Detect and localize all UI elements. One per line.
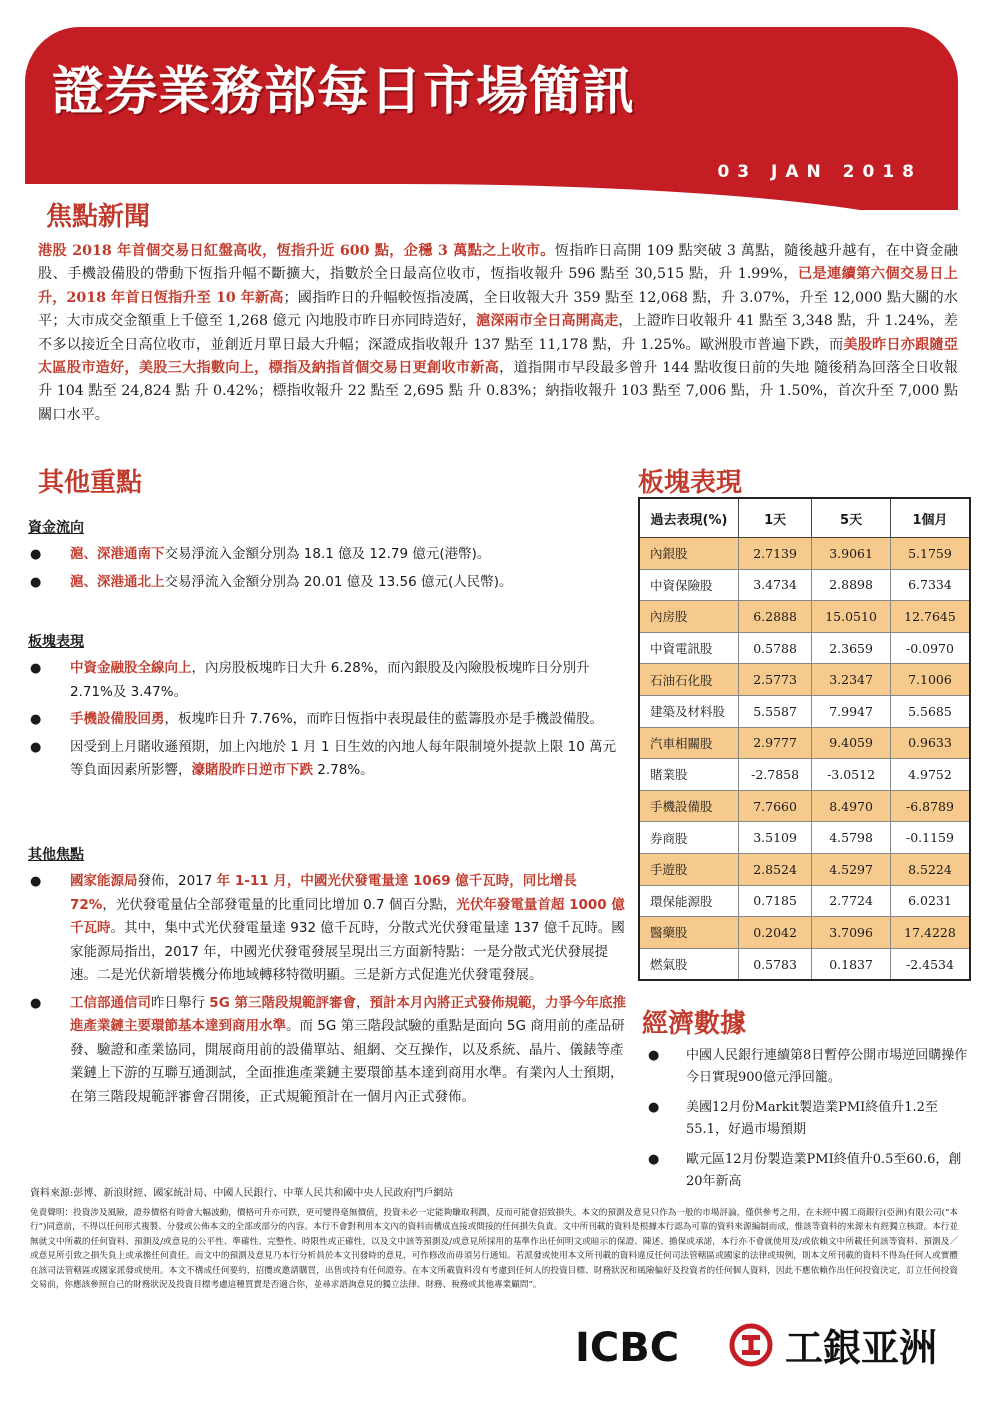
- bullet-icon: ●: [648, 1100, 660, 1115]
- value-cell: 2.8524: [739, 853, 812, 885]
- highlight-text: 已是連續第六個交易日上升，2018 年首日恆指升至 10 年新高: [38, 266, 958, 306]
- highlight-text: 光伏年發電量首超 1000 億千瓦時: [70, 896, 625, 936]
- value-cell: 8.4970: [812, 790, 891, 822]
- list-item: [648, 1045, 968, 1089]
- bullet-icon: ●: [30, 661, 42, 676]
- value-cell: 5.5685: [890, 695, 970, 727]
- value-cell: 15.0510: [812, 601, 891, 633]
- bullet-icon: ●: [30, 995, 42, 1011]
- list-item: [28, 992, 626, 1110]
- body-text: ，: [355, 994, 370, 1011]
- value-cell: 6.2888: [739, 601, 812, 633]
- focus-news-heading: 焦點新聞: [46, 202, 151, 232]
- icbc-logo: [575, 1320, 960, 1370]
- value-cell: 2.7139: [739, 538, 812, 570]
- value-cell: 3.4734: [739, 569, 812, 601]
- value-cell: 3.7096: [812, 917, 891, 949]
- col-header-period: 過去表現(%): [639, 498, 739, 538]
- highlight-text: 滬、深港通南下: [70, 546, 165, 562]
- value-cell: 17.4228: [890, 917, 970, 949]
- value-cell: 4.5297: [812, 853, 891, 885]
- highlight-text: 港股 2018 年首個交易日紅盤高收，恆指升近 600 點，企穩 3 萬點之上收市。: [38, 243, 555, 259]
- other-focus-list: [28, 870, 626, 1113]
- body-text: 因受到上月賭收遜預期，加上內地於 1 月 1 日生效的內地人每年限制境外提款上限 10 萬元等負面因素所影響，: [70, 738, 617, 778]
- list-item: [28, 708, 626, 732]
- sector-name-cell: 汽車相關股: [639, 727, 739, 759]
- value-cell: -0.1159: [890, 822, 970, 854]
- page-title: 證券業務部每日市場簡訊: [52, 62, 636, 122]
- value-cell: 6.7334: [890, 569, 970, 601]
- body-text: ；國指昨日的升幅較恆指凌厲，全日收報大升 359 點至 12,068 點，升 3.07%，升至 12,000 點大關的水平；大市成交金額重上千億至 1,268 億元 內地股市昨日亦同時造好，: [38, 289, 958, 330]
- value-cell: 5.1759: [890, 538, 970, 570]
- highlight-text: 預計本月內將正式發佈規範，力爭今年底推進產業鏈主要環節基本達到商用水準: [70, 994, 626, 1034]
- value-cell: 8.5224: [890, 853, 970, 885]
- economic-item-text: 美國12月份Markit製造業PMI終值升1.2至55.1，好過市場預期: [686, 1100, 938, 1137]
- value-cell: -2.4534: [890, 948, 970, 980]
- body-text: 2.78%。: [313, 762, 374, 778]
- sector-name-cell: 賭業股: [639, 759, 739, 791]
- value-cell: 3.5109: [739, 822, 812, 854]
- table-row: [639, 822, 970, 854]
- body-text: ，光伏發電量佔全部發電量的比重同比增加 0.7 個百分點，: [102, 896, 457, 913]
- col-header-1m: 1個月: [890, 498, 970, 538]
- highlight-text: 5G 第三階段規範評審會: [209, 994, 356, 1011]
- col-header-5d: 5天: [812, 498, 891, 538]
- highlight-text: 滬、深港通北上: [70, 573, 165, 590]
- body-text: 交易淨流入金額分別為 18.1 億及 12.79 億元(港幣)。: [164, 546, 491, 562]
- sector-name-cell: 石油石化股: [639, 664, 739, 696]
- value-cell: 0.5788: [739, 632, 812, 664]
- sector-name-cell: 手機設備股: [639, 790, 739, 822]
- fund-flow-list: [28, 543, 628, 598]
- value-cell: 4.5798: [812, 822, 891, 854]
- table-row: [639, 538, 970, 570]
- report-date: 03 JAN 2018: [717, 162, 922, 182]
- body-text: 。而 5G 第三階段試驗的重點是面向 5G 商用前的產品研發、驗證和產業協同，開展商用前的設備單站、組網、交互操作，以及系統、晶片、儀錶等產業鏈上下游的互聯互通測試，全面推進產業鏈主要環節基本達到商用水準。有業內人士預期，在第三階段規範評審會召開後，正式規範預計在一個月內正式發佈。: [70, 1018, 625, 1105]
- fund-flow-heading: 資金流向: [28, 520, 84, 536]
- list-item: [28, 736, 626, 783]
- highlight-text: 工信部通信司: [70, 994, 151, 1011]
- sector-name-cell: 燃氣股: [639, 948, 739, 980]
- highlight-text: 美股昨日亦跟隨亞太區股市造好，美股三大指數向上，標指及納指首個交易日更創收市新高: [38, 336, 958, 377]
- value-cell: 0.2042: [739, 917, 812, 949]
- sector-name-cell: 中資保險股: [639, 569, 739, 601]
- value-cell: 5.5587: [739, 695, 812, 727]
- sector-performance-table: [638, 497, 971, 981]
- data-source: 資料來源:彭博、新浪財經、國家統計局、中國人民銀行、中華人民共和國中央人民政府門戶網站: [30, 1188, 454, 1199]
- icbc-emblem-icon: [732, 1326, 770, 1364]
- body-text: 。其中，集中式光伏發電量達 932 億千瓦時，分散式光伏發電量達 137 億千瓦時。國家能源局指出，2017 年，中國光伏發電發展呈現出三方面新特點：一是分散式光伏發展提速。二是光伏新增裝機分佈地域轉移特徵明顯。三是新方式促進光伏發電發展。: [70, 920, 625, 983]
- table-row: [639, 727, 970, 759]
- value-cell: 2.8898: [812, 569, 891, 601]
- value-cell: 7.9947: [812, 695, 891, 727]
- highlight-text: 中資金融股全線向上: [70, 660, 192, 676]
- table-row: [639, 695, 970, 727]
- sector-heading: 板塊表現: [28, 634, 84, 650]
- bullet-icon: ●: [648, 1048, 660, 1063]
- table-row: [639, 759, 970, 791]
- value-cell: 0.9633: [890, 727, 970, 759]
- table-row: [639, 632, 970, 664]
- bullet-icon: ●: [30, 739, 42, 755]
- table-row: [639, 885, 970, 917]
- highlight-text: 國家能源局: [70, 873, 138, 889]
- sector-name-cell: 手遊股: [639, 853, 739, 885]
- value-cell: 0.5783: [739, 948, 812, 980]
- bullet-icon: ●: [648, 1152, 660, 1167]
- body-text: 恆指昨日高開 109 點突破 3 萬點，隨後越升越有，在中資金融股、手機設備股的帶動下恆指升幅不斷擴大，指數於全日最高位收市，恆指收報升 596 點至 30,515 點，升 1.99%，: [38, 243, 958, 283]
- sector-name-cell: 建築及材料股: [639, 695, 739, 727]
- highlight-text: 滬深兩市全日高開高走: [476, 313, 619, 330]
- other-focus-heading: 其他焦點: [28, 847, 84, 863]
- list-item: [28, 543, 628, 567]
- value-cell: 0.1837: [812, 948, 891, 980]
- sector-table-heading: 板塊表現: [638, 468, 743, 498]
- body-text: ，板塊昨日升 7.76%，而昨日恆指中表現最佳的藍籌股亦是手機設備股。: [164, 711, 604, 727]
- economic-item-text: 歐元區12月份製造業PMI終值升0.5至60.6，創20年新高: [686, 1152, 962, 1189]
- body-text: 交易淨流入金額分別為 20.01 億及 13.56 億元(人民幣)。: [164, 573, 513, 590]
- list-item: [648, 1097, 968, 1141]
- body-text: ，內房股板塊昨日大升 6.28%，而內銀股及內險股板塊昨日分別升 2.71%及 3.47%。: [70, 660, 590, 700]
- sector-table-body: [639, 538, 970, 981]
- value-cell: -6.8789: [890, 790, 970, 822]
- list-item: [28, 571, 628, 595]
- sector-list: [28, 657, 626, 787]
- bullet-icon: ●: [30, 547, 42, 562]
- table-row: [639, 569, 970, 601]
- other-highlights-heading: 其他重點: [38, 468, 143, 498]
- value-cell: 9.4059: [812, 727, 891, 759]
- table-row: [639, 853, 970, 885]
- body-text: 發佈，2017: [137, 873, 217, 889]
- value-cell: 3.9061: [812, 538, 891, 570]
- highlight-text: 手機設備股回勇: [70, 711, 165, 727]
- sector-name-cell: 環保能源股: [639, 885, 739, 917]
- body-text: ，上證昨日收報升 41 點至 3,348 點，升 1.24%，差不多以接近全日高位收市，並創近月單日最大升幅；深證成指收報升 137 點至 11,178 點，升 1.25%。歐洲股市普遍下跌，而: [38, 313, 958, 353]
- col-header-1d: 1天: [739, 498, 812, 538]
- table-header-row: [639, 498, 970, 538]
- value-cell: 3.2347: [812, 664, 891, 696]
- economic-data-heading: 經濟數據: [642, 1009, 747, 1039]
- value-cell: 12.7645: [890, 601, 970, 633]
- sector-name-cell: 中資電訊股: [639, 632, 739, 664]
- sector-name-cell: 券商股: [639, 822, 739, 854]
- value-cell: 4.9752: [890, 759, 970, 791]
- disclaimer: 免責聲明：投資涉及風險，證券價格有時會大幅波動，價格可升亦可跌，更可變得毫無價值，投資未必一定能夠賺取利潤，反而可能會招致損失。本文的預測及意見只作為一般的市場評論，僅供參考之用，在未經中國工商銀行(亞洲)有限公司(“本行”)同意前，不得以任何形式複製、分發或公佈本文的全部或部分的內容。本行不會對利用本文內的資料而構成直接或間接的任何損失負責。文中所刊載的資料是根據本行認為可靠的資料來源編制而成，惟該等資料的來源未有經獨立核證。本行並無就文中所載的任何資料、預測及/或意見的公平性、準確性、完整性、時限性或正確性，以及文中該等預測及/或意見所採用的基準作出任何明文或暗示的保證、陳述、擔保或承諾，本行亦不會就使用及/或依賴文中所載任何該等資料、預測及／或意見所引致之損失負上或承擔任何責任。而文中的預測及意見乃本行分析員於本文刊發時的意見，可作修改而毋須另行通知。若派發或使用本文所刊載的資料違反任何司法管轄區或國家的法律或規例，則本文所刊載的資料不得為任何人或實體在該司法管轄區或國家派發或使用。本文不構成任何要約，招攬或邀請購買，出售或持有任何證券。在本文所載資料沒有考慮到任何人的投資目標、財務狀況和風險偏好及投資者的任何個人資料，因此不應依賴作出任何投資決定，訂立任何投資交易前，你應該參照自己的財務狀況及投資目標考慮這種買賣是否適合你，並尋求諮詢意見的獨立法律、財務、稅務或其他專業顧問”。: [30, 1208, 958, 1291]
- economic-data-list: [648, 1045, 968, 1201]
- list-item: [28, 657, 626, 704]
- value-cell: -3.0512: [812, 759, 891, 791]
- sector-name-cell: 醫藥股: [639, 917, 739, 949]
- table-row: [639, 948, 970, 980]
- value-cell: 2.5773: [739, 664, 812, 696]
- table-row: [639, 790, 970, 822]
- value-cell: 2.3659: [812, 632, 891, 664]
- logo-text-en: ICBC: [575, 1325, 680, 1370]
- bullet-icon: ●: [30, 574, 42, 590]
- bullet-icon: ●: [30, 874, 42, 889]
- value-cell: 2.7724: [812, 885, 891, 917]
- value-cell: 7.7660: [739, 790, 812, 822]
- logo-text-zh: 工銀亚洲: [785, 1326, 938, 1370]
- body-text: 昨日舉行: [151, 994, 210, 1011]
- sector-name-cell: 內銀股: [639, 538, 739, 570]
- table-row: [639, 601, 970, 633]
- highlight-text: 年 1-11 月，中國光伏發電量達 1069 億千瓦時，同比增長 72%: [70, 873, 577, 913]
- economic-item-text: 中國人民銀行連續第8日暫停公開市場逆回購操作今日實現900億元淨回籠。: [686, 1048, 968, 1085]
- value-cell: -2.7858: [739, 759, 812, 791]
- table-row: [639, 917, 970, 949]
- value-cell: 0.7185: [739, 885, 812, 917]
- table-row: [639, 664, 970, 696]
- value-cell: 7.1006: [890, 664, 970, 696]
- bullet-icon: ●: [30, 712, 42, 727]
- highlight-text: 濠賭股昨日逆市下跌: [191, 762, 313, 778]
- value-cell: 2.9777: [739, 727, 812, 759]
- list-item: [28, 870, 626, 988]
- list-item: [648, 1149, 968, 1193]
- sector-name-cell: 內房股: [639, 601, 739, 633]
- value-cell: -0.0970: [890, 632, 970, 664]
- focus-news-body: [38, 240, 958, 427]
- value-cell: 6.0231: [890, 885, 970, 917]
- body-text: ，道指開市早段最多曾升 144 點收復日前的失地 隨後稍為回落全日收報升 104 點至 24,824 點 升 0.42%；標指收報升 22 點至 2,695 點 升 0.83%；納指收報升 103 點至 7,006 點，升 1.50%，首次升至 7,000 點關口水平。: [38, 360, 958, 423]
